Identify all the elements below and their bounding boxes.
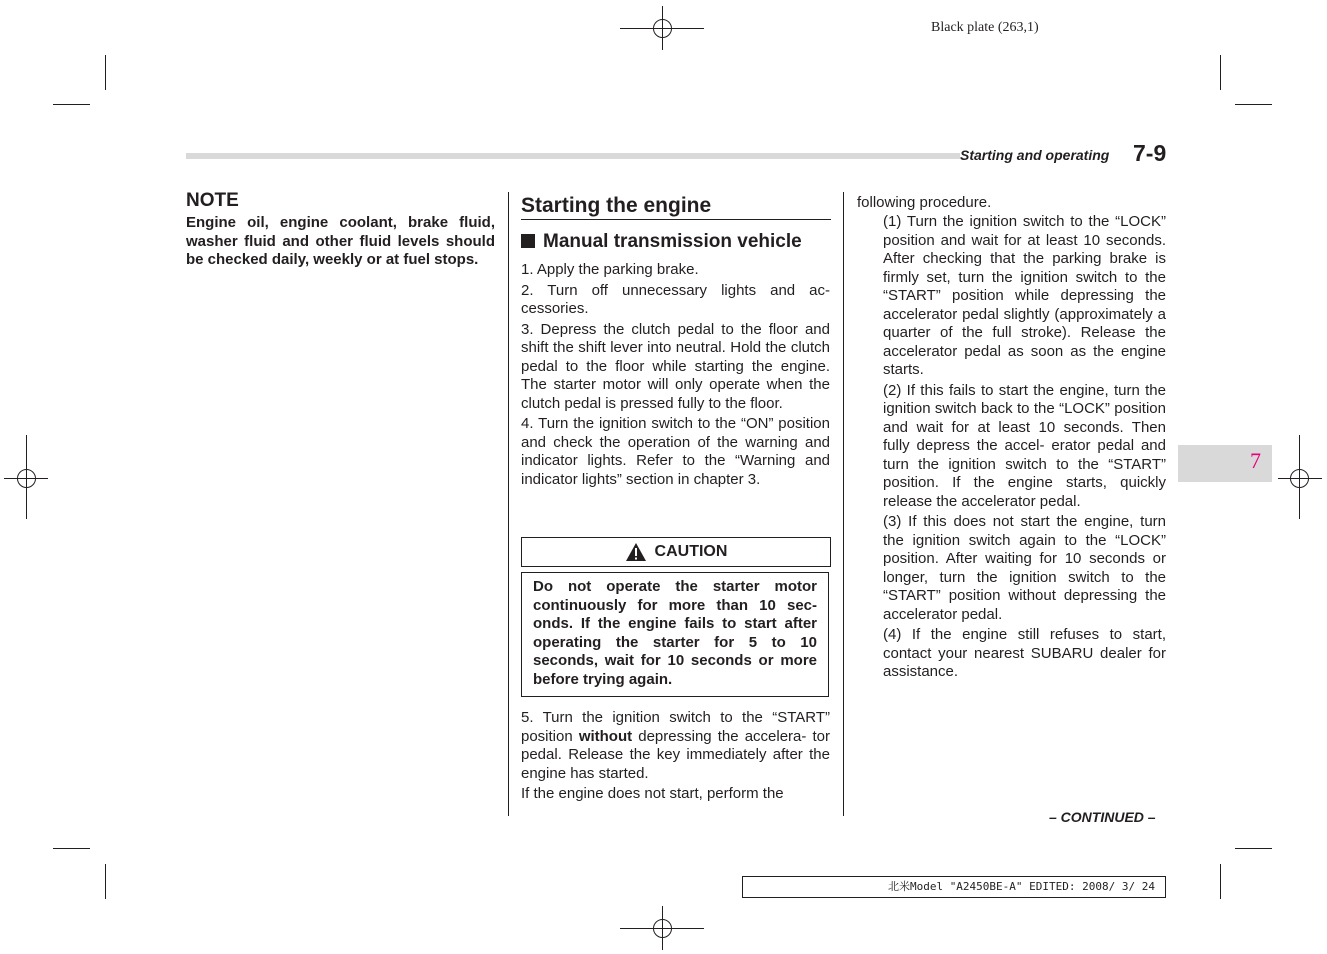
step-list xyxy=(521,261,830,491)
page-number: 7-9 xyxy=(1133,140,1167,166)
list-item: (4) If the engine still refuses to start, contact your nearest SUBARU dealer for assistance. xyxy=(883,626,1166,680)
section-rule xyxy=(521,219,831,220)
list-item: 4. Turn the ignition switch to the “ON” position and check the operation of the warning and indicator lights. Refer to the “Warning and indicator lights” section in chapter 3. xyxy=(521,415,830,488)
section-title: Starting the engine xyxy=(521,194,712,217)
caution-label: CAUTION xyxy=(654,543,728,560)
subsection-title xyxy=(521,231,802,253)
procedure-lead: following procedure. xyxy=(857,194,992,211)
list-item: 2. Turn off unnecessary lights and ac- cessories. xyxy=(521,281,830,317)
list-item: 3. Depress the clutch pedal to the floor and shift the shift lever into neutral. Hold the clutch pedal to the floor while starting the engine. The starter motor will only operate when the clutch pedal is pressed fully to the floor. xyxy=(521,320,830,412)
step-five xyxy=(521,709,830,806)
column-divider xyxy=(508,192,509,816)
caution-text: Do not operate the starter motor continuously for more than 10 sec- onds. If the engine fails to start after operating the starter for 5 to 10 seconds, wait for 10 seconds or more before trying again. xyxy=(521,572,829,697)
continued-label: – CONTINUED – xyxy=(1049,809,1156,825)
footer-edit-box xyxy=(742,876,1166,898)
step5-emphasis: without xyxy=(578,727,633,745)
column-divider xyxy=(843,192,844,816)
subsection-title-text: Manual transmission vehicle xyxy=(543,231,802,252)
header-section-title: Starting and operating xyxy=(960,147,1110,163)
plate-label: Black plate (263,1) xyxy=(931,20,1039,35)
list-item: 1. Apply the parking brake. xyxy=(521,261,699,278)
note-text: Engine oil, engine coolant, brake fluid, washer fluid and other fluid levels should be checked daily, weekly or at fuel stops. xyxy=(186,214,495,268)
paragraph: If the engine does not start, perform the xyxy=(521,785,784,802)
note-title: NOTE xyxy=(186,190,239,211)
header-bar xyxy=(186,153,960,159)
warning-triangle-icon xyxy=(625,542,647,562)
list-item: (3) If this does not start the engine, turn the ignition switch again to the “LOCK” position. After waiting for 10 seconds or longer, turn the ignition switch to the “START” position without depressing the accelerator pedal. xyxy=(883,513,1166,623)
chapter-tab-number: 7 xyxy=(1250,448,1261,473)
square-bullet-icon xyxy=(521,234,535,248)
step5-text-a: 5. Turn the ignition switch to the “START” position xyxy=(521,709,830,745)
caution-header xyxy=(521,537,831,567)
list-item: (2) If this fails to start the engine, turn the ignition switch back to the “LOCK” position and wait for at least 10 seconds. Then fully depress the accel- erator pedal and turn the ignition switch to the “START” position. If the engine starts, quickly release the accelerator pedal. xyxy=(883,381,1166,510)
step5-text-b: depressing the accelera- tor pedal. Release the key immediately after the engine has started. xyxy=(521,727,830,782)
footer-edit-text: 北米Model "A2450BE-A" EDITED: 2008/ 3/ 24 xyxy=(887,880,1155,893)
procedure-list xyxy=(883,213,1166,684)
list-item xyxy=(521,709,830,783)
list-item: (1) Turn the ignition switch to the “LOCK” position and wait for at least 10 seconds. After checking that the parking brake is firmly set, turn the ignition switch to the “START” position while depressing the accelerator pedal slightly (approximately a quarter of the full stroke). Release the accelerator pedal as soon as the engine starts. xyxy=(883,213,1166,378)
